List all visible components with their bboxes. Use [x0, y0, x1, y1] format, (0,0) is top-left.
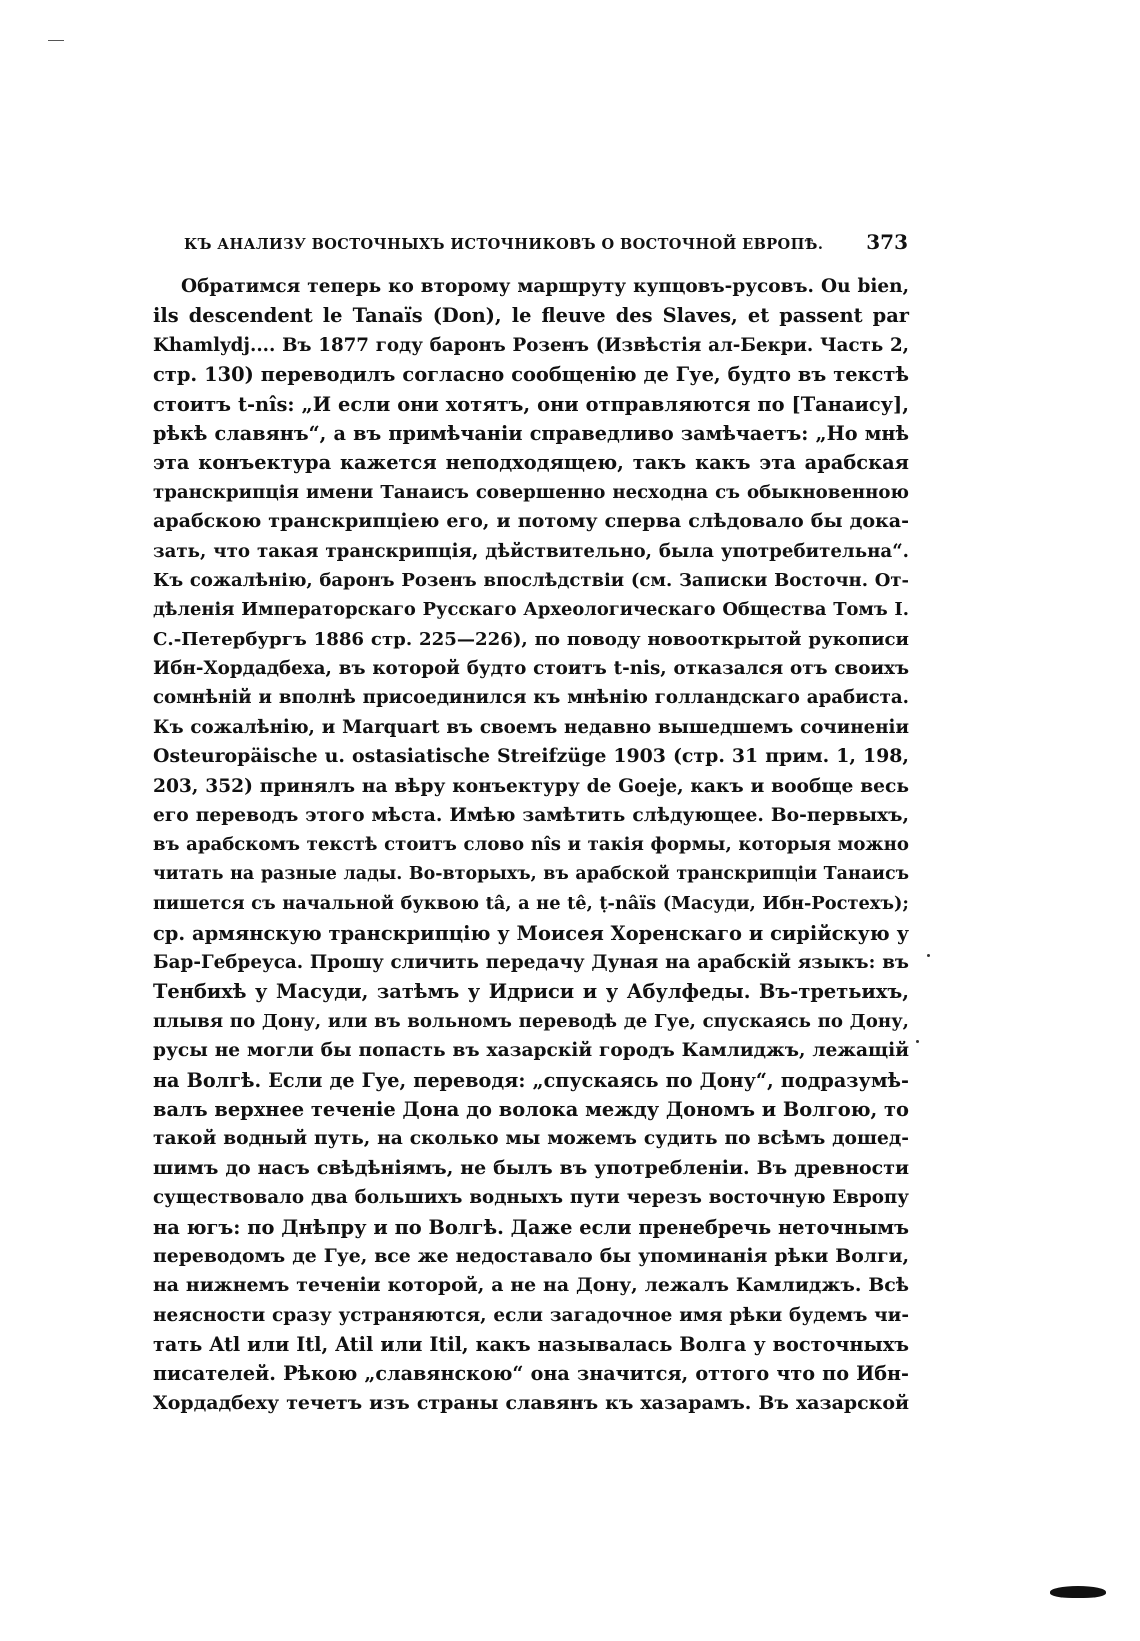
text-line: на нижнемъ теченіи которой, а не на Дону, лежалъ Камлиджъ. Всѣ: [153, 1274, 909, 1297]
text-line: сомнѣній и вполнѣ присоединился къ мнѣнію голландскаго арабиста.: [153, 687, 909, 709]
text-line: такой водный путь, на сколько мы можемъ судить по всѣмъ дошед-: [153, 1127, 909, 1150]
text-line: плывя по Дону, или въ вольномъ переводѣ де Гуе, спускаясь по Дону,: [153, 1010, 909, 1032]
text-line: ils descendent le Tanaïs (Don), le fleuve des Slaves, et passent par: [153, 304, 909, 328]
text-line: зать, что такая транскрипція, дѣйствительно, была употребительна“.: [153, 540, 909, 562]
text-line: русы не могли бы попасть въ хазарскій городъ Камлиджъ, лежащій: [153, 1040, 909, 1062]
text-line: Osteuropäische u. ostasiatische Streifzüge 1903 (стр. 31 прим. 1, 198,: [153, 745, 909, 768]
text-line: транскрипція имени Танаисъ совершенно несходна съ обыкновенною: [153, 481, 909, 503]
text-line: шимъ до насъ свѣдѣніямъ, не былъ въ употребленіи. Въ древности: [153, 1156, 909, 1179]
ink-blot: [1050, 1586, 1106, 1598]
text-line: стоитъ t-nîs: „И если они хотятъ, они отправляются по [Танаису],: [153, 392, 909, 416]
text-line: неясности сразу устраняются, если загадочное имя рѣки будемъ чи-: [153, 1304, 909, 1326]
running-title: КЪ АНАЛИЗУ ВОСТОЧНЫХЪ ИСТОЧНИКОВЪ О ВОСТОЧНОЙ ЕВРОПѢ.: [184, 236, 824, 253]
text-line: читать на разные лады. Во-вторыхъ, въ арабской транскрипціи Танаисъ: [153, 863, 909, 884]
text-line: Бар-Гебреуса. Прошу сличить передачу Дуная на арабскій языкъ: въ: [153, 951, 909, 973]
text-line: его переводъ этого мѣста. Имѣю замѣтить слѣдующее. Во-первыхъ,: [153, 804, 909, 827]
text-line: валъ верхнее теченіе Дона до волока между Дономъ и Волгою, то: [153, 1097, 909, 1121]
text-line: эта конъектура кажется неподходящею, такъ какъ эта арабская: [153, 451, 909, 475]
text-line: Къ сожалѣнію, и Marquart въ своемъ недавно вышедшемъ сочиненіи: [153, 716, 909, 738]
text-line: пишется съ начальной буквою tâ, а не tê, ṭ-nâïs (Масуди, Ибн-Ростехъ);: [153, 893, 909, 915]
text-line: 203, 352) принялъ на вѣру конъектуру de Goeje, какъ и вообще весь: [153, 774, 909, 797]
text-line: Хордадбеху течетъ изъ страны славянъ къ хазарамъ. Въ хазарской: [153, 1391, 909, 1414]
text-line: Обратимся теперь ко второму маршруту купцовъ-русовъ. Ou bien,: [181, 276, 909, 297]
margin-speck: [927, 954, 930, 957]
text-line: Къ сожалѣнію, баронъ Розенъ впослѣдствіи (см. Записки Восточн. От-: [153, 569, 909, 591]
text-line: тать Atl или Itl, Atil или Itil, какъ называлась Волга у восточныхъ: [153, 1333, 909, 1357]
text-line: въ арабскомъ текстѣ стоитъ слово nîs и такія формы, которыя можно: [153, 834, 909, 856]
text-line: на Волгѣ. Если де Гуе, переводя: „спускаясь по Дону“, подразумѣ-: [153, 1068, 909, 1092]
text-line: Khamlydj.... Въ 1877 году баронъ Розенъ (Извѣстія ал-Бекри. Часть 2,: [153, 334, 909, 356]
margin-speck: [916, 1040, 919, 1043]
corner-mark: [48, 40, 64, 41]
text-line: Тенбихѣ у Масуди, затѣмъ у Идриси и у Абулфеды. Въ-третьихъ,: [153, 980, 909, 1004]
text-line: стр. 130) переводилъ согласно сообщенію де Гуе, будто въ текстѣ: [153, 363, 909, 387]
text-line: Ибн-Хордадбеха, въ которой будто стоитъ t-nis, отказался отъ своихъ: [153, 658, 909, 680]
text-line: рѣкѣ славянъ“, а въ примѣчаніи справедливо замѣчаетъ: „Но мнѣ: [153, 421, 909, 445]
text-line: С.-Петербургъ 1886 стр. 225—226), по поводу новооткрытой рукописи: [153, 628, 909, 650]
running-head: [184, 230, 908, 260]
body-text: [153, 272, 909, 1418]
text-line: на югъ: по Днѣпру и по Волгѣ. Даже если пренебречь неточнымъ: [153, 1215, 909, 1239]
text-line: ср. армянскую транскрипцію у Моисея Хоренскаго и сирійскую у: [153, 921, 909, 945]
text-line: писателей. Рѣкою „славянскою“ она значится, оттого что по Ибн-: [153, 1362, 909, 1386]
text-line: существовало два большихъ водныхъ пути черезъ восточную Европу: [153, 1187, 909, 1209]
text-line: переводомъ де Гуе, все же недоставало бы упоминанія рѣки Волги,: [153, 1244, 909, 1267]
page-number: 373: [866, 230, 908, 254]
text-line: дѣленія Императорскаго Русскаго Археологическаго Общества Томъ I.: [153, 599, 909, 621]
text-line: арабскою транскрипціею его, и потому сперва слѣдовало бы дока-: [153, 510, 909, 533]
